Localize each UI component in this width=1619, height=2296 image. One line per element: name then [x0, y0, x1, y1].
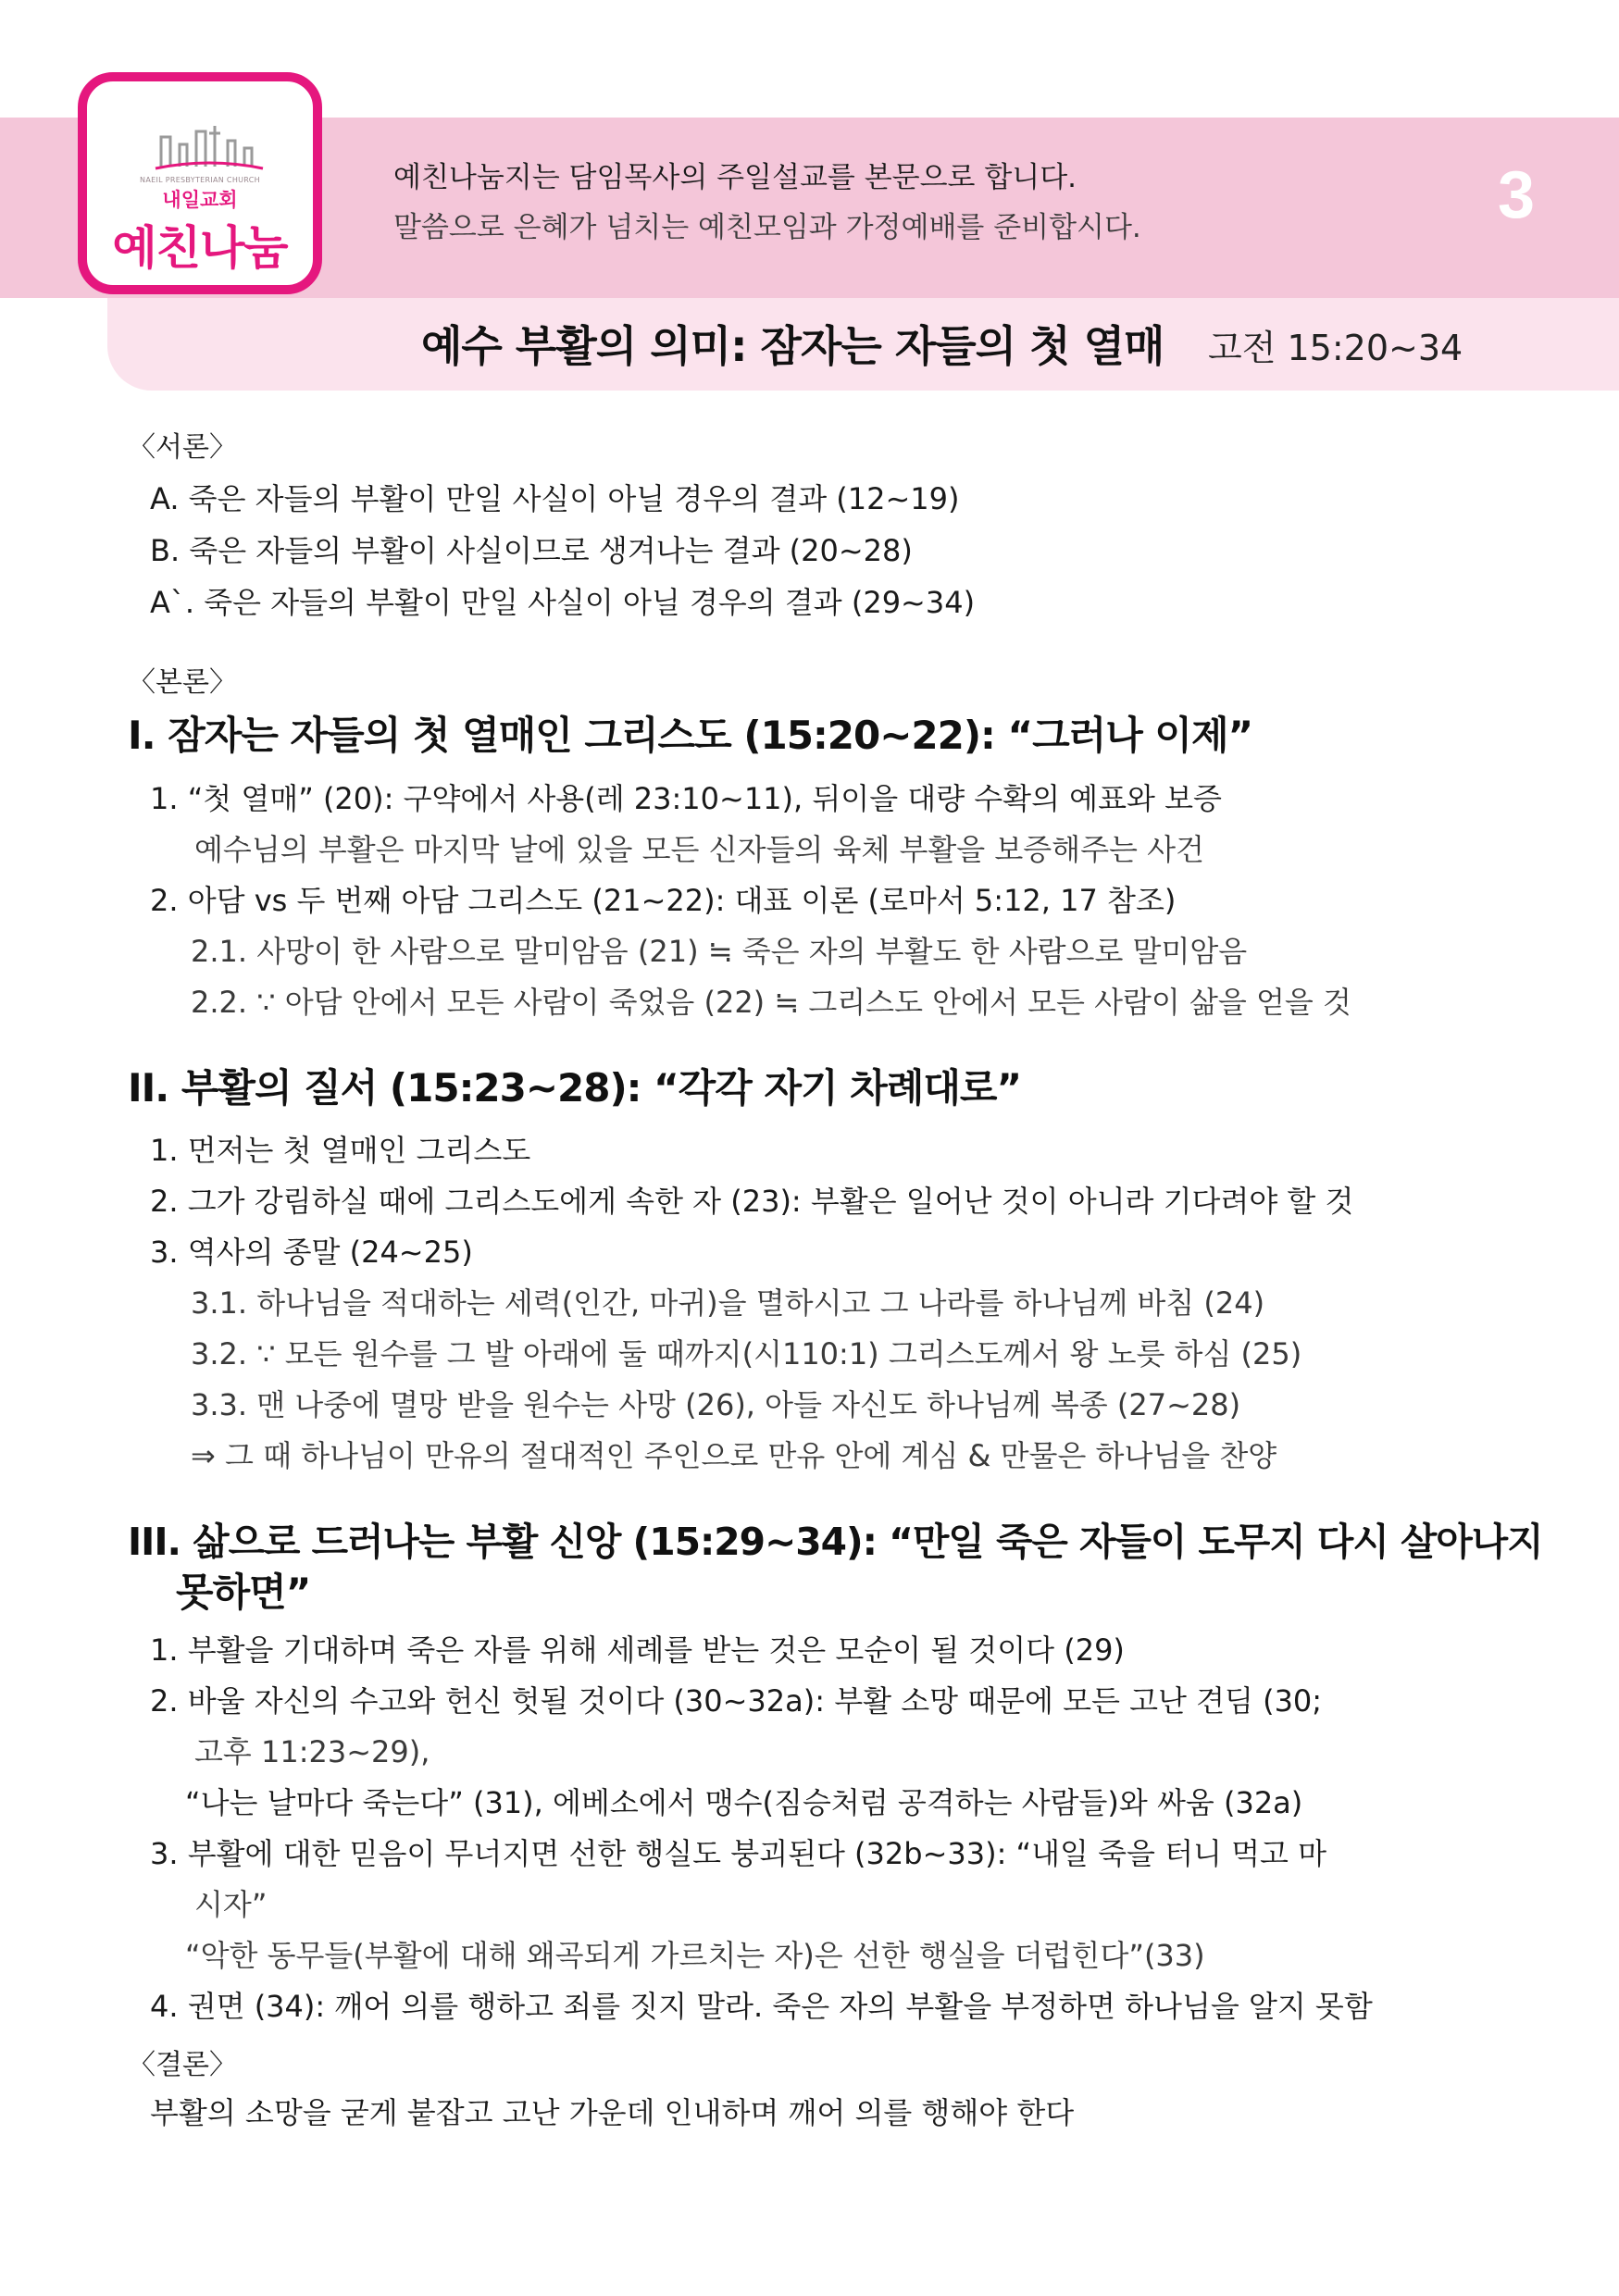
main-heading: 〈본론〉	[128, 666, 237, 699]
list-item: ⇒ 그 때 하나님이 만유의 절대적인 주인으로 만유 안에 계심 & 만물은 하나님을 찬양	[191, 1438, 1277, 1473]
intro-item: B. 죽은 자들의 부활이 사실이므로 생겨나는 결과 (20~28)	[150, 533, 913, 568]
section-1-title: I. 잠자는 자들의 첫 열매인 그리스도 (15:20~22): “그러나 이제”	[128, 713, 1253, 758]
intro-line-2: 말씀으로 은혜가 넘치는 예친모임과 가정예배를 준비합시다.	[393, 211, 1141, 244]
logo-subtitle: NAEIL PRESBYTERIAN CHURCH	[140, 176, 260, 184]
list-item: 고후 11:23~29),	[194, 1734, 430, 1769]
list-item: “악한 동무들(부활에 대해 왜곡되게 가르치는 자)은 선한 행실을 더럽힌다”(33)	[185, 1938, 1205, 1973]
intro-item: A. 죽은 자들의 부활이 만일 사실이 아닐 경우의 결과 (12~19)	[150, 481, 960, 516]
logo-title: 예친나눔	[112, 221, 288, 275]
church-logo	[78, 72, 322, 294]
list-item: 3.2. ∵ 모든 원수를 그 발 아래에 둘 때까지(시110:1) 그리스도께서 왕 노릇 하심 (25)	[191, 1336, 1302, 1371]
list-item: 예수님의 부활은 마지막 날에 있을 모든 신자들의 육체 부활을 보증해주는 사건	[194, 832, 1204, 867]
list-item: 1. 부활을 기대하며 죽은 자를 위해 세례를 받는 것은 모순이 될 것이다 (29)	[150, 1632, 1125, 1668]
list-item: 3.3. 맨 나중에 멸망 받을 원수는 사망 (26), 아들 자신도 하나님께 복종 (27~28)	[191, 1387, 1241, 1422]
scripture-reference: 고전 15:20~34	[1208, 328, 1463, 368]
page-number: 3	[1498, 158, 1536, 232]
section-3-title-cont: 못하면”	[176, 1570, 311, 1615]
list-item: “나는 날마다 죽는다” (31), 에베소에서 맹수(짐승처럼 공격하는 사람들)와 싸움 (32a)	[185, 1785, 1303, 1820]
list-item: 시자”	[194, 1887, 268, 1922]
list-item: 2.2. ∵ 아담 안에서 모든 사람이 죽었음 (22) ≒ 그리스도 안에서 모든 사람이 삶을 얻을 것	[191, 985, 1351, 1020]
section-2-title: II. 부활의 질서 (15:23~28): “각각 자기 차례대로”	[128, 1065, 1022, 1111]
section-3-title: III. 삶으로 드러나는 부활 신앙 (15:29~34): “만일 죽은 자들이 도무지 다시 살아나지	[128, 1520, 1543, 1564]
intro-item: A`. 죽은 자들의 부활이 만일 사실이 아닐 경우의 결과 (29~34)	[150, 585, 976, 620]
intro-heading: 〈서론〉	[128, 431, 237, 464]
list-item: 2. 그가 강림하실 때에 그리스도에게 속한 자 (23): 부활은 일어난 것이 아니라 기다려야 할 것	[150, 1184, 1354, 1219]
list-item: 1. “첫 열매” (20): 구약에서 사용(레 23:10~11), 뒤이을 대량 수확의 예표와 보증	[150, 781, 1222, 816]
list-item: 2. 바울 자신의 수고와 헌신 헛될 것이다 (30~32a): 부활 소망 때문에 모든 고난 견딤 (30;	[150, 1683, 1323, 1719]
logo-church-name: 내일교회	[162, 189, 238, 211]
conclusion-text: 부활의 소망을 굳게 붙잡고 고난 가운데 인내하며 깨어 의를 행해야 한다	[150, 2095, 1075, 2130]
sermon-title: 예수 부활의 의미: 잠자는 자들의 첫 열매	[421, 321, 1164, 371]
list-item: 1. 먼저는 첫 열매인 그리스도	[150, 1133, 531, 1168]
list-item: 3.1. 하나님을 적대하는 세력(인간, 마귀)을 멸하시고 그 나라를 하나님께 바침 (24)	[191, 1285, 1265, 1321]
list-item: 2. 아담 vs 두 번째 아담 그리스도 (21~22): 대표 이론 (로마서 5:12, 17 참조)	[150, 883, 1177, 918]
list-item: 2.1. 사망이 한 사람으로 말미암음 (21) ≒ 죽은 자의 부활도 한 사람으로 말미암음	[191, 934, 1248, 969]
list-item: 4. 권면 (34): 깨어 의를 행하고 죄를 짓지 말라. 죽은 자의 부활을 부정하면 하나님을 알지 못함	[150, 1989, 1373, 2024]
list-item: 3. 역사의 종말 (24~25)	[150, 1235, 473, 1270]
church-skyline-icon	[154, 120, 265, 174]
list-item: 3. 부활에 대한 믿음이 무너지면 선한 행실도 붕괴된다 (32b~33): “내일 죽을 터니 먹고 마	[150, 1836, 1327, 1871]
conclusion-heading: 〈결론〉	[128, 2049, 237, 2081]
intro-line-1: 예친나눔지는 담임목사의 주일설교를 본문으로 합니다.	[393, 161, 1077, 194]
